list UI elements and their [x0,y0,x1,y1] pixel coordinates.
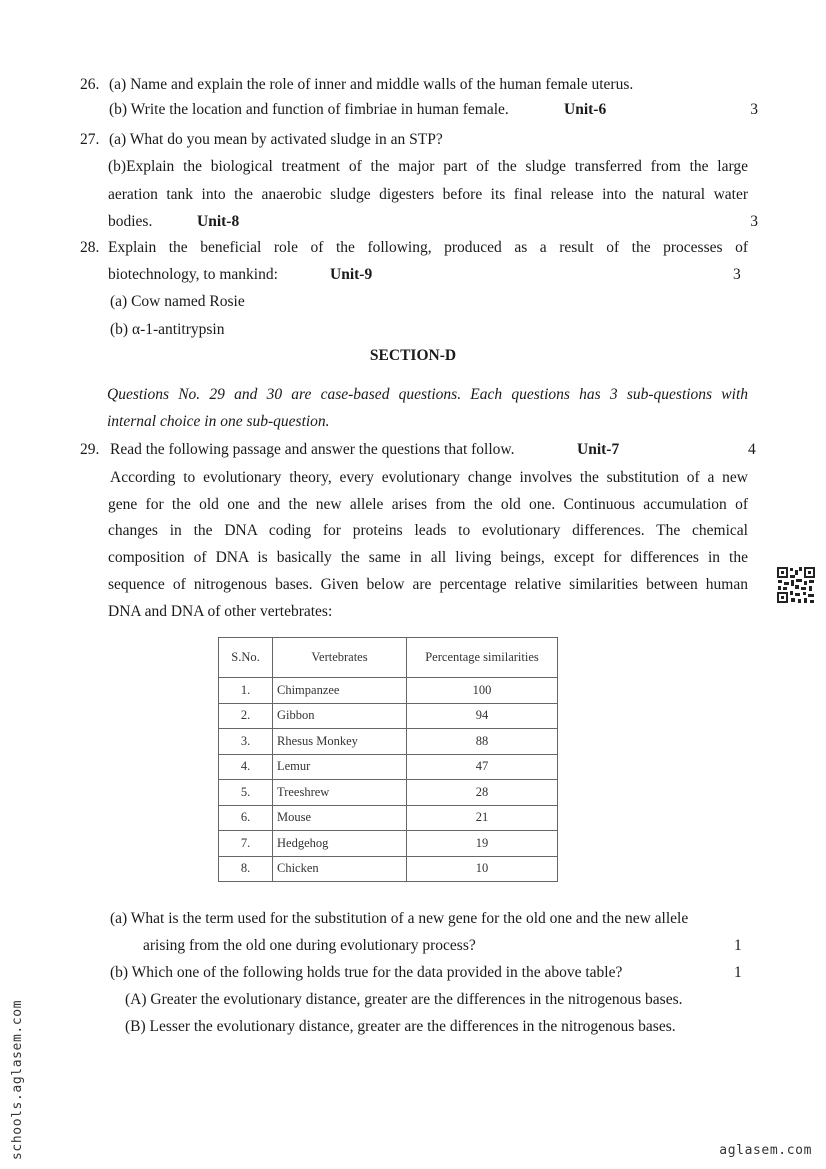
q29-sub-a-line2: arising from the old one during evolutionary process? [143,937,476,954]
q27-part-b-line1: (b)Explain the biological treatment of the major part of the sludge transferred from the large [108,158,748,175]
cell-percentage: 94 [407,703,558,729]
side-watermark: schools.aglasem.com [10,999,25,1160]
table-row [219,831,558,857]
q27-unit: Unit-8 [197,213,240,230]
cell-sno: 1. [219,678,273,704]
q27-marks: 3 [750,213,758,230]
cell-vertebrate: Hedgehog [273,831,407,857]
q29-sub-b-marks: 1 [734,964,742,981]
table-row [219,678,558,704]
cell-vertebrate: Rhesus Monkey [273,729,407,755]
table-header-row [219,638,558,678]
q26-unit: Unit-6 [564,101,607,118]
q29-passage-line3: changes in the DNA coding for proteins leads to evolutionary differences. The chemical [108,522,748,539]
q28-number: 28. [80,239,100,256]
section-title: SECTION-D [369,347,457,364]
cell-vertebrate: Chicken [273,856,407,882]
q29-option-B: (B) Lesser the evolutionary distance, greater are the differences in the nitrogenous bases. [125,1018,676,1035]
table-row [219,780,558,806]
cell-percentage: 10 [407,856,558,882]
bottom-watermark: aglasem.com [719,1143,812,1158]
q26-part-b: (b) Write the location and function of fimbriae in human female. [109,101,509,118]
cell-sno: 7. [219,831,273,857]
cell-vertebrate: Treeshrew [273,780,407,806]
q26-marks: 3 [750,101,758,118]
qr-code-icon [776,566,816,604]
cell-vertebrate: Chimpanzee [273,678,407,704]
cell-sno: 3. [219,729,273,755]
q29-passage-line4: composition of DNA is basically the same in all living beings, except for differences in the [108,549,748,566]
table-row [219,805,558,831]
section-instruction-line2: internal choice in one sub-question. [107,413,330,430]
cell-sno: 2. [219,703,273,729]
table-row [219,703,558,729]
section-instruction-line1: Questions No. 29 and 30 are case-based questions. Each questions has 3 sub-questions with [107,386,748,403]
q28-option-b: (b) α-1-antitrypsin [110,321,225,338]
table-row [219,729,558,755]
cell-percentage: 88 [407,729,558,755]
q29-option-A: (A) Greater the evolutionary distance, greater are the differences in the nitrogenous bases. [125,991,683,1008]
q29-intro: Read the following passage and answer the questions that follow. [110,441,515,458]
q28-marks: 3 [733,266,741,283]
cell-vertebrate: Mouse [273,805,407,831]
q27-number: 27. [80,131,100,148]
q27-part-b-line3: bodies. [108,213,153,230]
cell-percentage: 19 [407,831,558,857]
q29-passage-line2: gene for the old one and the new allele arises from the old one. Continuous accumulation of [108,496,748,513]
q29-sub-a-marks: 1 [734,937,742,954]
q28-unit: Unit-9 [330,266,373,283]
cell-percentage: 47 [407,754,558,780]
q29-unit: Unit-7 [577,441,620,458]
q27-part-b-line2: aeration tank into the anaerobic sludge digesters before its final release into the natural water [108,186,748,203]
q29-sub-a-line1: (a) What is the term used for the substitution of a new gene for the old one and the new allele [110,910,689,927]
header-vertebrates: Vertebrates [273,638,407,678]
cell-percentage: 100 [407,678,558,704]
cell-sno: 4. [219,754,273,780]
cell-vertebrate: Gibbon [273,703,407,729]
dna-similarity-table [218,637,558,882]
q27-part-a: (a) What do you mean by activated sludge in an STP? [109,131,443,148]
table-row [219,856,558,882]
table-row [219,754,558,780]
q26-number: 26. [80,76,100,93]
cell-sno: 6. [219,805,273,831]
q29-passage-line1: According to evolutionary theory, every evolutionary change involves the substitution of a new [110,469,748,486]
q29-passage-line5: sequence of nitrogenous bases. Given below are percentage relative similarities between human [108,576,748,593]
q29-passage-line6: DNA and DNA of other vertebrates: [108,603,333,620]
q29-number: 29. [80,441,100,458]
cell-sno: 5. [219,780,273,806]
q28-line2: biotechnology, to mankind: [108,266,278,283]
cell-percentage: 28 [407,780,558,806]
header-percentage: Percentage similarities [407,638,558,678]
header-sno: S.No. [219,638,273,678]
cell-sno: 8. [219,856,273,882]
cell-vertebrate: Lemur [273,754,407,780]
q29-sub-b: (b) Which one of the following holds true for the data provided in the above table? [110,964,623,981]
q28-line1: Explain the beneficial role of the following, produced as a result of the processes of [108,239,748,256]
q29-marks: 4 [748,441,756,458]
cell-percentage: 21 [407,805,558,831]
q26-part-a: (a) Name and explain the role of inner and middle walls of the human female uterus. [109,76,634,93]
q28-option-a: (a) Cow named Rosie [110,293,245,310]
